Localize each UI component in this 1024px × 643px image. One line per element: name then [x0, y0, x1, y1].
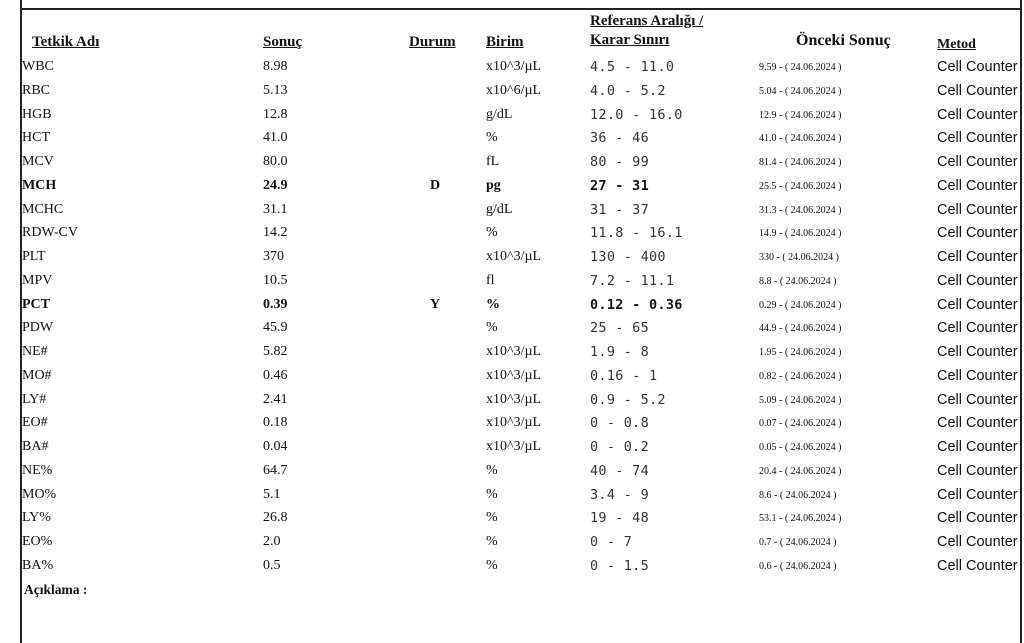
previous-result-cell: 5.04 - ( 24.06.2024 ): [759, 85, 842, 97]
previous-result-cell: 9.59 - ( 24.06.2024 ): [759, 62, 842, 73]
unit-cell: x10^3/µL: [486, 415, 542, 431]
result-cell: 0.5: [263, 557, 281, 573]
unit-cell: pg: [486, 177, 501, 193]
result-cell: 8.98: [263, 59, 288, 74]
method-cell: Cell Counter: [937, 296, 1018, 313]
unit-cell: fL: [486, 154, 500, 169]
reference-range-cell: 0 - 7: [590, 534, 633, 550]
method-cell: Cell Counter: [937, 59, 1018, 75]
previous-result-cell: 0.05 - ( 24.06.2024 ): [759, 442, 842, 453]
result-cell: 0.04: [263, 439, 288, 454]
reference-range-cell: 27 - 31: [590, 177, 649, 194]
unit-cell: %: [486, 534, 498, 549]
header-previous-result: Önceki Sonuç: [796, 32, 891, 49]
method-cell: Cell Counter: [937, 177, 1018, 194]
header-method: Metod: [937, 37, 976, 52]
method-cell: Cell Counter: [937, 201, 1018, 218]
table-row: [0, 341, 1024, 365]
result-cell: 5.13: [263, 82, 288, 98]
previous-result-cell: 0.82 - ( 24.06.2024 ): [759, 370, 842, 382]
result-cell: 64.7: [263, 462, 288, 478]
header-reference-line2: Karar Sınırı: [590, 32, 670, 48]
reference-range-cell: 31 - 37: [590, 201, 649, 218]
unit-cell: x10^3/µL: [486, 344, 542, 359]
unit-cell: %: [486, 130, 498, 146]
unit-cell: %: [486, 486, 498, 502]
unit-cell: %: [486, 462, 498, 478]
result-cell: 12.8: [263, 106, 288, 122]
test-name-cell: MO%: [22, 486, 57, 502]
unit-cell: %: [486, 296, 500, 312]
status-cell: Y: [430, 296, 441, 312]
test-name-cell: MCV: [22, 154, 54, 169]
reference-range-cell: 12.0 - 16.0: [590, 106, 683, 123]
table-row: [0, 412, 1024, 436]
reference-range-cell: 3.4 - 9: [590, 486, 649, 503]
table-row: [0, 127, 1024, 151]
method-cell: Cell Counter: [937, 82, 1018, 99]
table-row: [0, 436, 1024, 460]
previous-result-cell: 20.4 - ( 24.06.2024 ): [759, 465, 842, 477]
test-name-cell: EO%: [22, 534, 53, 549]
reference-range-cell: 130 - 400: [590, 249, 666, 265]
unit-cell: %: [486, 557, 498, 573]
table-row: [0, 222, 1024, 246]
status-cell: D: [430, 177, 441, 193]
test-name-cell: MO#: [22, 367, 52, 383]
previous-result-cell: 25.5 - ( 24.06.2024 ): [759, 180, 842, 192]
previous-result-cell: 44.9 - ( 24.06.2024 ): [759, 323, 842, 335]
test-name-cell: HCT: [22, 130, 50, 146]
previous-result-cell: 330 - ( 24.06.2024 ): [759, 252, 839, 263]
method-cell: Cell Counter: [937, 130, 1018, 147]
test-name-cell: MPV: [22, 272, 53, 288]
test-name-cell: EO#: [22, 415, 48, 431]
table-row: [0, 317, 1024, 341]
reference-range-cell: 19 - 48: [590, 510, 649, 527]
test-name-cell: NE#: [22, 344, 48, 359]
table-row: [0, 460, 1024, 484]
result-cell: 14.2: [263, 225, 288, 241]
method-cell: Cell Counter: [937, 439, 1018, 455]
previous-result-cell: 14.9 - ( 24.06.2024 ): [759, 228, 842, 240]
method-cell: Cell Counter: [937, 272, 1018, 289]
unit-cell: x10^3/µL: [486, 439, 542, 454]
header-unit: Birim: [486, 34, 524, 50]
table-row: [0, 365, 1024, 389]
unit-cell: x10^6/µL: [486, 82, 542, 98]
unit-cell: fl: [486, 272, 495, 288]
previous-result-cell: 0.07 - ( 24.06.2024 ): [759, 418, 842, 430]
table-row: [0, 151, 1024, 175]
method-cell: Cell Counter: [937, 462, 1018, 479]
table-row: [0, 507, 1024, 531]
test-name-cell: PCT: [22, 296, 50, 312]
reference-range-cell: 4.0 - 5.2: [590, 82, 666, 99]
method-cell: Cell Counter: [937, 154, 1018, 170]
result-cell: 0.39: [263, 296, 288, 312]
unit-cell: x10^3/µL: [486, 367, 542, 383]
note-label: Açıklama :: [24, 582, 88, 597]
previous-result-cell: 0.6 - ( 24.06.2024 ): [759, 560, 837, 572]
result-cell: 0.46: [263, 367, 288, 383]
previous-result-cell: 1.95 - ( 24.06.2024 ): [759, 347, 842, 358]
result-cell: 41.0: [263, 130, 288, 146]
table-row: [0, 175, 1024, 199]
method-cell: Cell Counter: [937, 415, 1018, 432]
method-cell: Cell Counter: [937, 391, 1018, 408]
reference-range-cell: 7.2 - 11.1: [590, 272, 675, 289]
header-test-name: Tetkik Adı: [32, 34, 100, 50]
header-reference: [590, 12, 703, 50]
test-name-cell: PDW: [22, 320, 54, 336]
method-cell: Cell Counter: [937, 510, 1018, 527]
previous-result-cell: 41.0 - ( 24.06.2024 ): [759, 133, 842, 145]
table-row: [0, 199, 1024, 223]
previous-result-cell: 5.09 - ( 24.06.2024 ): [759, 394, 842, 406]
header-result: Sonuç: [263, 34, 303, 50]
unit-cell: g/dL: [486, 201, 513, 217]
test-name-cell: WBC: [22, 59, 54, 74]
top-divider: [20, 8, 1022, 10]
previous-result-cell: 8.6 - ( 24.06.2024 ): [759, 489, 837, 501]
result-cell: 0.18: [263, 415, 288, 431]
previous-result-cell: 0.7 - ( 24.06.2024 ): [759, 537, 837, 548]
method-cell: Cell Counter: [937, 320, 1018, 337]
table-row: [0, 80, 1024, 104]
result-cell: 31.1: [263, 201, 288, 217]
table-row: [0, 104, 1024, 128]
table-row: [0, 531, 1024, 555]
reference-range-cell: 36 - 46: [590, 130, 649, 147]
reference-range-cell: 0 - 0.2: [590, 439, 649, 455]
unit-cell: %: [486, 320, 498, 336]
result-cell: 24.9: [263, 177, 288, 193]
previous-result-cell: 81.4 - ( 24.06.2024 ): [759, 157, 842, 168]
table-row: [0, 270, 1024, 294]
previous-result-cell: 31.3 - ( 24.06.2024 ): [759, 204, 842, 216]
test-name-cell: NE%: [22, 462, 53, 478]
reference-range-cell: 25 - 65: [590, 320, 649, 337]
reference-range-cell: 0 - 0.8: [590, 415, 649, 432]
table-row: [0, 389, 1024, 413]
results-table: [0, 56, 1024, 579]
previous-result-cell: 12.9 - ( 24.06.2024 ): [759, 109, 842, 121]
reference-range-cell: 40 - 74: [590, 462, 649, 479]
table-row: [0, 484, 1024, 508]
unit-cell: %: [486, 510, 498, 526]
table-row: [0, 246, 1024, 270]
reference-range-cell: 1.9 - 8: [590, 344, 649, 360]
result-cell: 26.8: [263, 510, 288, 526]
reference-range-cell: 4.5 - 11.0: [590, 59, 675, 75]
test-name-cell: LY%: [22, 510, 51, 526]
test-name-cell: BA#: [22, 439, 49, 454]
test-name-cell: RBC: [22, 82, 51, 98]
unit-cell: x10^3/µL: [486, 249, 542, 264]
test-name-cell: RDW-CV: [22, 225, 78, 241]
test-name-cell: MCH: [22, 177, 57, 193]
method-cell: Cell Counter: [937, 225, 1018, 242]
method-cell: Cell Counter: [937, 486, 1018, 503]
table-row: [0, 56, 1024, 80]
test-name-cell: HGB: [22, 106, 52, 122]
reference-range-cell: 0 - 1.5: [590, 557, 649, 574]
result-cell: 45.9: [263, 320, 288, 336]
method-cell: Cell Counter: [937, 534, 1018, 550]
test-name-cell: LY#: [22, 391, 47, 407]
table-row: [0, 555, 1024, 579]
method-cell: Cell Counter: [937, 249, 1018, 265]
result-cell: 5.82: [263, 344, 288, 359]
result-cell: 80.0: [263, 154, 288, 169]
result-cell: 5.1: [263, 486, 281, 502]
header-status: Durum: [409, 34, 456, 50]
method-cell: Cell Counter: [937, 557, 1018, 574]
result-cell: 2.41: [263, 391, 288, 407]
reference-range-cell: 11.8 - 16.1: [590, 225, 683, 242]
result-cell: 370: [263, 249, 284, 264]
method-cell: Cell Counter: [937, 344, 1018, 360]
test-name-cell: BA%: [22, 557, 54, 573]
unit-cell: x10^3/µL: [486, 391, 542, 407]
unit-cell: x10^3/µL: [486, 59, 542, 74]
test-name-cell: PLT: [22, 249, 46, 264]
table-row: [0, 294, 1024, 318]
result-cell: 10.5: [263, 272, 288, 288]
result-cell: 2.0: [263, 534, 281, 549]
reference-range-cell: 0.12 - 0.36: [590, 296, 683, 313]
method-cell: Cell Counter: [937, 367, 1018, 384]
header-reference-line1: Referans Aralığı /: [590, 13, 704, 29]
unit-cell: g/dL: [486, 106, 513, 122]
previous-result-cell: 0.29 - ( 24.06.2024 ): [759, 299, 842, 311]
method-cell: Cell Counter: [937, 106, 1018, 123]
reference-range-cell: 0.9 - 5.2: [590, 391, 666, 408]
previous-result-cell: 8.8 - ( 24.06.2024 ): [759, 275, 837, 287]
reference-range-cell: 80 - 99: [590, 154, 649, 170]
test-name-cell: MCHC: [22, 201, 64, 217]
previous-result-cell: 53.1 - ( 24.06.2024 ): [759, 513, 842, 525]
reference-range-cell: 0.16 - 1: [590, 367, 658, 384]
unit-cell: %: [486, 225, 498, 241]
